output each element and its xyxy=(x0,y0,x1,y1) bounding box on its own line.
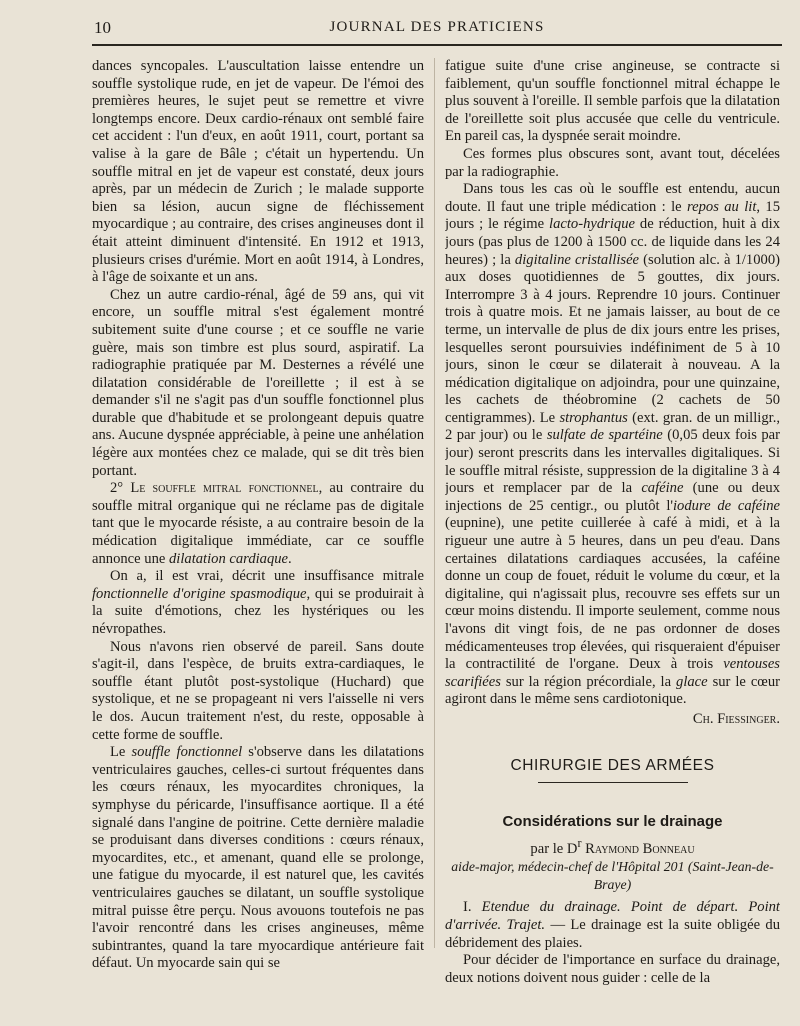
section-divider xyxy=(538,782,688,783)
paragraph: Pour décider de l'importance en surface du drainage, deux notions doivent nous guider : celle de la xyxy=(445,952,780,986)
emphasis: dilatation cardiaque xyxy=(169,550,289,567)
section-title: CHIRURGIE DES ARMÉES xyxy=(510,756,715,774)
text-run: . xyxy=(288,550,292,567)
paragraph: Ces formes plus obscures sont, avant tout, décelées par la radiographie. xyxy=(445,145,780,180)
subsection-heading: Le souffle mitral fonctionnel xyxy=(130,480,319,497)
text-run: On a, il est vrai, décrit une insuffisance mitrale xyxy=(110,568,424,585)
text-run: , au contraire du souffle mitral organique qui ne réclame pas de digitale tant que le myocarde résiste, a au contraire besoin de la médication digitalique immédiate, car ce souffle annonce une xyxy=(92,480,424,567)
emphasis: strophantus xyxy=(559,409,628,426)
byline-prefix: par le D xyxy=(530,840,578,857)
paragraph: fatigue suite d'une crise angineuse, se contracte si faiblement, qu'un souffle fonctionnel mitral échappe le plus souvent à l'oreille. Il semble parfois que la dilatation de l'oreillette soit plus accusée que celle du ventricule. En pareil cas, la dyspnée serait moindre. xyxy=(445,58,780,145)
column-divider xyxy=(434,58,435,948)
paragraph xyxy=(445,899,780,952)
paragraph xyxy=(92,744,424,973)
text-run: — Le drainage est la suite obligée du débridement des plaies. xyxy=(445,916,780,951)
author-affiliation: aide-major, médecin-chef de l'Hôpital 201 (Saint-Jean-de-Braye) xyxy=(451,859,774,892)
text-run: (ext. gran. de un milligr., 2 par jour) ou le xyxy=(445,409,780,444)
emphasis: sulfate de spartéine xyxy=(546,427,663,444)
page-header xyxy=(92,14,782,46)
text-run: sur la région précordiale, la xyxy=(500,673,677,690)
paragraph: dances syncopales. L'auscultation laisse entendre un souffle systolique rude, en jet de vapeur. De l'émoi des premières heures, le sujet peut se remettre et vivre longtemps encore. Deux cardio-rénaux ont semblé faire cet accident : l'un d'eux, en août 1911, court, portant sa valise à la gare de Bâle ; c'était un hypertendu. Un souffle mitral en jet de vapeur est constaté, deux jours après, par un médecin de Zurich ; le malade supporte bien sa lésion, aucun signe de fléchissement myocardique ; au contraire, des crises angineuses dont il était atteint diminuent d'intensité. En 1912 et 1913, plusieurs crises d'urémie. Mort en août 1914, à Londres, à l'âge de soixante et un ans. xyxy=(92,58,424,286)
text-run: (solution alc. à 1/1000) aux doses quotidiennes de 5 gouttes, dix jours. Interrompre 3 à 4 jours. Reprendre 10 jours. Continuer trois à quatre mois. Et ne jamais laisser, au bout de ce terme, un intervalle de plus de dix jours entre les prises, lesquelles seront poursuivies indéfiniment de 5 à 10 jours, sinon le cœur se dilaterait à nouveau. A la médication digitalique on adjoindra, pour une quinzaine, les cachets de théobromine (2 cachets de 50 centigrammes). Le xyxy=(445,251,780,426)
text-run: (eupnine), une petite cuillerée à café à midi, et à la rigueur une autre à 5 heures, dans un peu d'eau. Dans certaines dilatations cardiaques accusées, la caféine donne un coup de fouet, réduit le volume du cœur, et la digitaline, qui n'agissait plus, recouvre ses effets sur un cœur moins distendu. Il importe seulement, comme nous l'avons dit vingt fois, de ne pas ordonner de doses médicamenteuses trop élevées, qui risqueraient d'épuiser la contractilité de l'organe. Deux à trois xyxy=(445,515,780,673)
text-run: (0,05 deux fois par jour) seront prescrits dans les intervalles digitaliques. Si le souffle mitral résiste, suppression de la digitaline 3 à 4 jours et remplacer par de la xyxy=(445,427,780,497)
emphasis: fonctionnelle d'origine spasmodique xyxy=(92,585,307,602)
paragraph xyxy=(92,480,424,568)
left-column xyxy=(92,58,424,1008)
subsection-heading: Etendue du drainage. Point de départ. Point d'arrivée. Trajet. xyxy=(445,899,780,933)
running-head: JOURNAL DES PRATICIENS xyxy=(329,19,545,35)
byline xyxy=(445,835,780,858)
author-name: Raymond Bonneau xyxy=(585,840,695,857)
page-number: 10 xyxy=(94,18,111,37)
text-run: (une ou deux injections de 25 centigr., ou plutôt l' xyxy=(445,480,780,514)
paragraph xyxy=(92,568,424,638)
right-column xyxy=(445,58,780,1008)
paragraph: Nous n'avons rien observé de pareil. Sans doute s'agit-il, dans l'espèce, de bruits extra-cardiaques, le souffle étant plutôt post-systolique (Huchard) que systolique, et ne se propageant ni vers l'aisselle ni vers le dos. Aucun traitement n'est, du reste, opposable à cette forme de souffle. xyxy=(92,638,424,743)
text-run: , 15 jours ; le régime xyxy=(445,198,780,233)
byline-superscript: r xyxy=(577,835,582,850)
author-signature: Ch. Fiessinger. xyxy=(692,710,780,727)
emphasis: glace xyxy=(676,673,708,690)
list-number: 2° xyxy=(110,480,124,497)
emphasis: caféine xyxy=(641,480,684,497)
emphasis: lacto-hydrique xyxy=(549,216,635,233)
text-run: sur le cœur agiront dans le même sens cardiotonique. xyxy=(445,673,780,708)
emphasis: ventouses scarifiées xyxy=(445,656,780,690)
text-run: Le xyxy=(110,744,132,761)
list-number: I. xyxy=(463,899,472,916)
paragraph xyxy=(445,181,780,709)
emphasis: souffle fonctionnel xyxy=(131,744,243,761)
emphasis: iodure de caféine xyxy=(673,497,780,514)
paragraph: Chez un autre cardio-rénal, âgé de 59 ans, qui vit encore, un souffle mitral s'est également montré subitement suite d'une course ; et ce souffle ne varie guère, mais son timbre est plus sourd, aspiratif. La radiographie pratiquée par M. Desternes a révélé une dilatation considérable de l'oreillette ; il est à se demander s'il ne s'agit pas d'un souffle fonctionnel plus durable que d'habitude et se prolongeant depuis quatre ans. Aucune dyspnée appréciable, à peine une anhélation légère aux montées chez ce malade, qui se dit très bien portant. xyxy=(92,286,424,479)
text-run: de réduction, huit à dix jours (pas plus de 1200 à 1500 cc. de liquide dans les 24 heures) ; la xyxy=(445,216,780,268)
text-run: s'observe dans les dilatations ventriculaires gauches, celles-ci surtout fréquentes dans les cœurs rénaux, les myocardites chroniques, la symphyse du péricarde, l'insuffisance aortique. Il a été signalé dans l'angine de poitrine. Cette dernière maladie se produisant dans diverses conditions : cœurs rénaux, myocardites, etc., et amenant, quand elle se prolonge, une fatigue du myocarde, il est naturel que, les cavités ventriculaires gauches se dilatant, un souffle systolique mitral puisse être perçu. Nous avouons toutefois ne pas l'avoir rencontré dans les crises angineuses, même subintrantes, quand la tare myocardique antérieure fait défaut. Un myocarde sain qui se xyxy=(92,744,424,972)
emphasis: digitaline cristallisée xyxy=(514,251,640,268)
emphasis: repos au lit xyxy=(686,198,757,215)
text-run: , qui se produirait à la suite d'émotions, chez les hystériques ou les névropathes. xyxy=(92,585,424,637)
text-run: Dans tous les cas où le souffle est entendu, aucun doute. Il faut une triple médication : le xyxy=(445,181,780,215)
article-title: Considérations sur le drainage xyxy=(502,813,723,831)
